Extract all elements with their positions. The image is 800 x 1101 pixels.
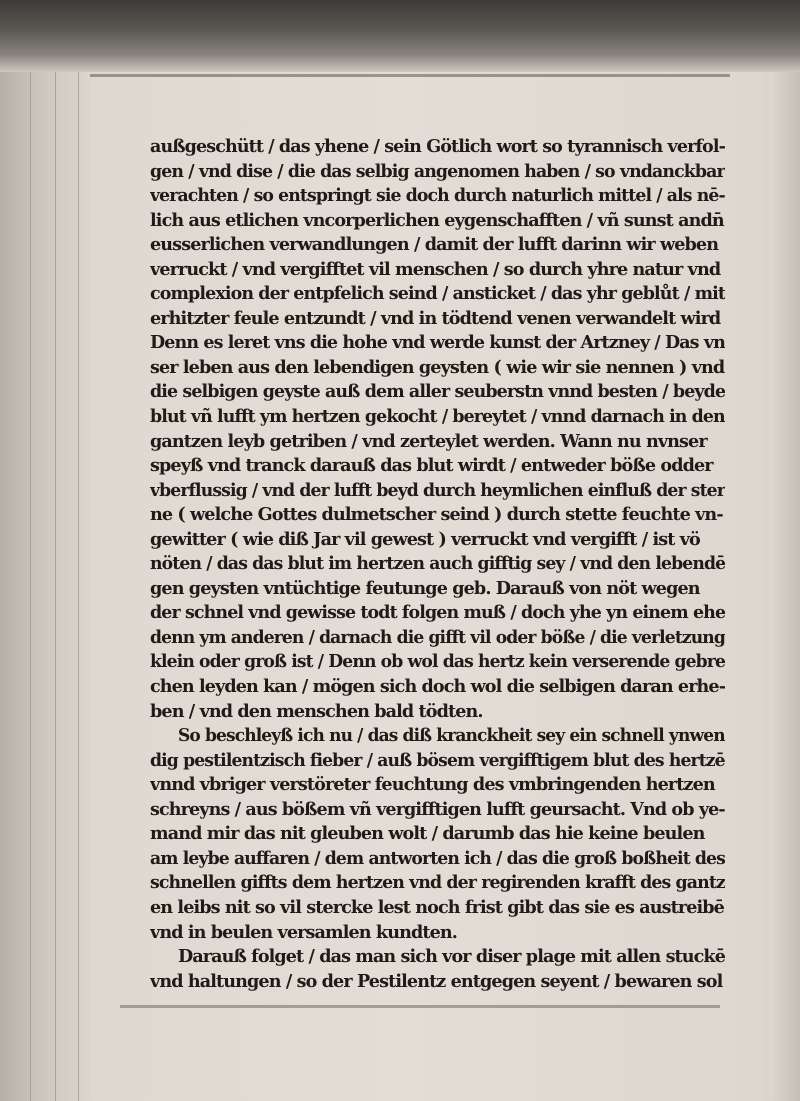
text-line: eusserlichen verwandlungen / damit der lufft darinn wir weben	[150, 234, 719, 256]
text-line: verachten / so entspringt sie doch durch naturlich mittel / als nē-	[150, 185, 725, 207]
text-line: So beschleyß ich nu / das diß kranckheit sey ein schnell ynwen	[178, 725, 725, 747]
text-line: chen leyden kan / mögen sich doch wol die selbigen daran erhe-	[150, 676, 725, 698]
text-line: complexion der entpfelich seind / ansticket / das yhr geblůt / mit	[150, 283, 725, 305]
text-line: gantzen leyb getriben / vnd zerteylet werden. Wann nu nvnser	[150, 430, 707, 452]
paragraph	[150, 724, 725, 945]
text-line: gen / vnd dise / die das selbig angenomen haben / so vndanckbar	[150, 160, 725, 182]
text-line: lich aus etlichen vncorperlichen eygenschafften / vñ sunst andn̄	[150, 209, 724, 231]
top-dark-margin	[0, 0, 800, 72]
text-line: Denn es leret vns die hohe vnd werde kunst der Artzney / Das vn	[150, 332, 725, 354]
text-line: gen geysten vntüchtige feutunge geb. Darauß von nöt wegen	[150, 577, 700, 599]
text-line: Darauß folget / das man sich vor diser plage mit allen stuckē	[178, 946, 725, 968]
text-line: vnd haltungen / so der Pestilentz entgegen seyent / bewaren sol	[150, 970, 723, 992]
top-border-rule	[90, 74, 730, 77]
text-line: schnellen giffts dem hertzen vnd der regirenden krafft des gantz	[150, 872, 725, 894]
text-line: erhitzter feule entzundt / vnd in tödtend venen verwandelt wird	[150, 307, 721, 329]
left-page-edge	[0, 72, 90, 1101]
text-line: vnd in beulen versamlen kundten.	[150, 921, 458, 943]
text-line: en leibs nit so vil stercke lest noch frist gibt das sie es austreibē	[150, 896, 724, 918]
text-line: die selbigen geyste auß dem aller seuberstn vnnd besten / beyde	[150, 381, 725, 403]
text-line: dig pestilentzisch fieber / auß bösem vergifftigem blut des hertzē	[150, 749, 725, 771]
text-line: der schnel vnd gewisse todt folgen muß / doch yhe yn einem ehe	[150, 602, 725, 624]
text-line: speyß vnd tranck darauß das blut wirdt / entweder böße odder	[150, 455, 713, 477]
edge-crease	[78, 72, 79, 1101]
text-line: verruckt / vnd vergifftet vil menschen / so durch yhre natur vnd	[150, 258, 721, 280]
edge-crease	[30, 72, 31, 1101]
text-line: außgeschütt / das yhene / sein Götlich wort so tyrannisch verfol-	[150, 136, 725, 157]
text-line: am leybe auffaren / dem antworten ich / das die groß boßheit des	[150, 847, 725, 869]
text-line: mand mir das nit gleuben wolt / darumb das hie keine beulen	[150, 823, 705, 845]
text-line: gewitter ( wie diß Jar vil gewest ) verruckt vnd vergifft / ist vö	[150, 528, 700, 550]
text-line: vnnd vbriger verstöreter feuchtung des vmbringenden hertzen	[150, 774, 715, 796]
text-line: schreyns / aus bößem vñ vergifftigen lufft geursacht. Vnd ob ye-	[150, 798, 725, 820]
text-line: ne ( welche Gottes dulmetscher seind ) durch stette feuchte vn-	[150, 504, 723, 526]
text-line: ben / vnd den menschen bald tödten.	[150, 700, 483, 722]
text-line: ser leben aus den lebendigen geysten ( wie wir sie nennen ) vnd	[150, 356, 725, 378]
text-line: blut vñ lufft ym hertzen gekocht / bereytet / vnnd darnach in den	[150, 406, 725, 428]
text-line: klein oder groß ist / Denn ob wol das hertz kein verserende gebre	[150, 651, 725, 673]
text-line: denn ym anderen / darnach die gifft vil oder böße / die verletzung	[150, 626, 725, 648]
paragraph	[150, 135, 725, 724]
bottom-border-rule	[120, 1005, 720, 1008]
edge-crease	[55, 72, 56, 1101]
right-page-edge	[770, 72, 800, 1101]
text-line: vberflussig / vnd der lufft beyd durch heymlichen einfluß der ster	[150, 479, 725, 501]
blackletter-text-block	[150, 135, 725, 994]
paragraph	[150, 945, 725, 994]
text-line: nöten / das das blut im hertzen auch gifftig sey / vnd den lebendē	[150, 553, 725, 575]
